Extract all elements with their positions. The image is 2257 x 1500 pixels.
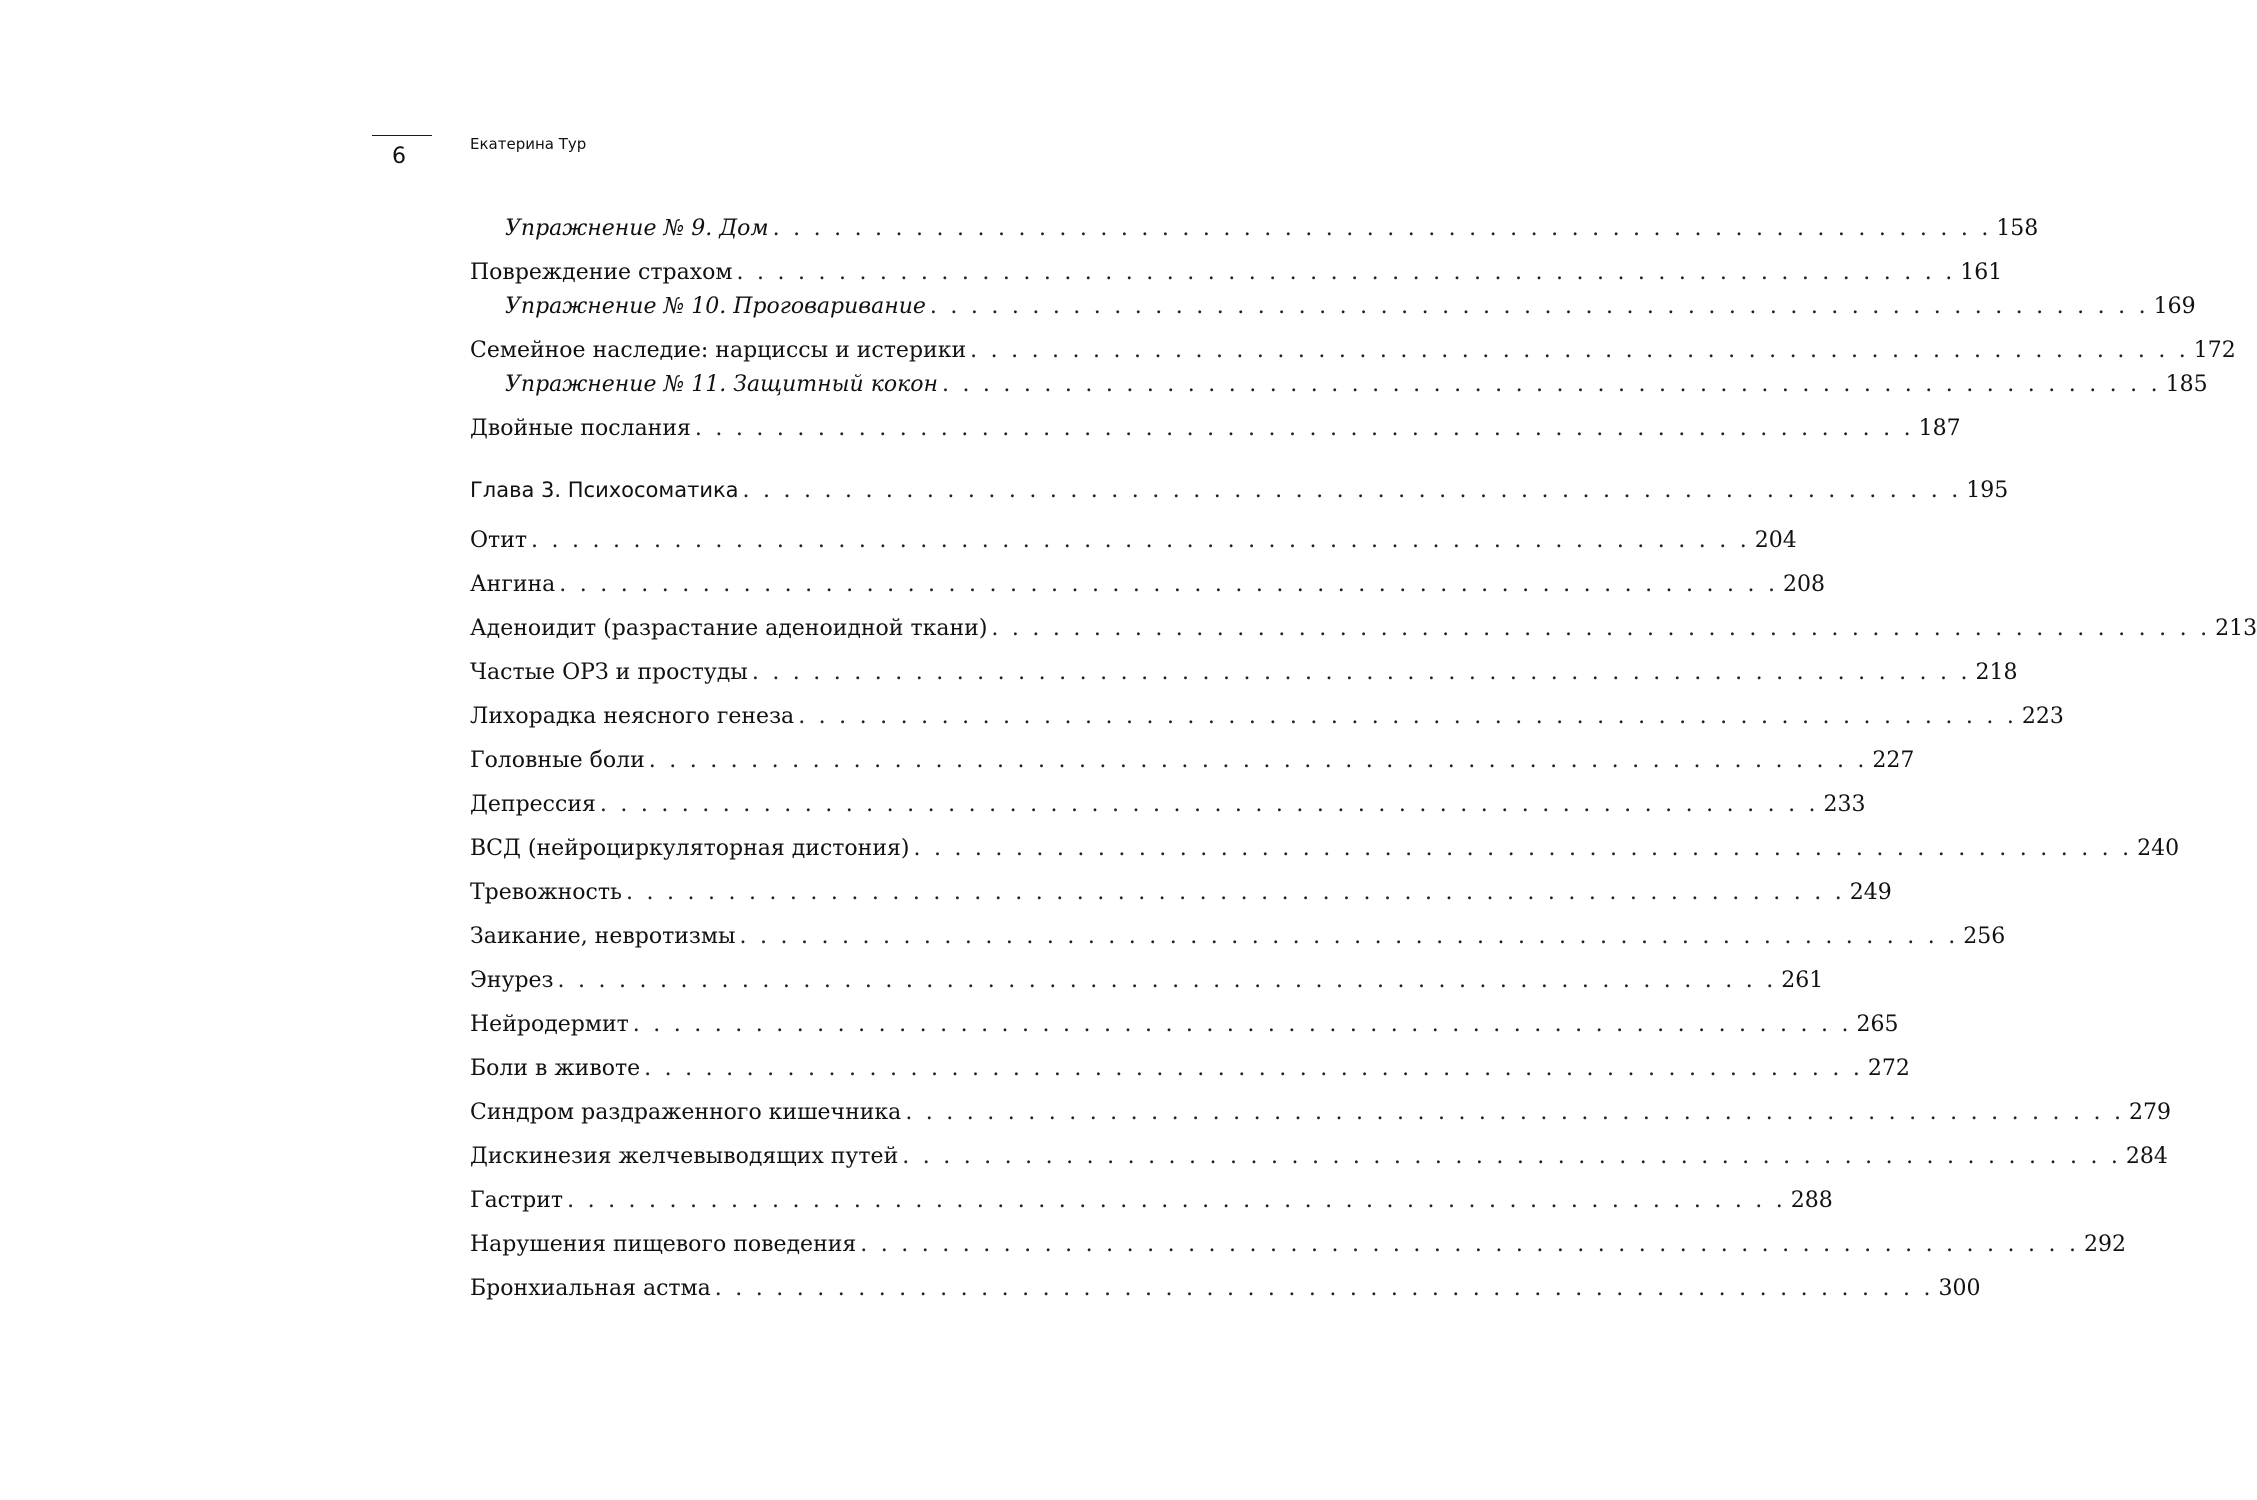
toc-entry-title: Гастрит [470, 1184, 567, 1218]
toc-chapter-title: Глава 3. Психосоматика [470, 473, 743, 507]
toc-entry-page: 213 [2207, 612, 2257, 646]
toc-entry-page: 185 [2158, 368, 2208, 402]
toc-entry[interactable] [470, 1052, 1910, 1086]
toc-entry-title: Семейное наследие: нарциссы и истерики [470, 334, 970, 368]
dot-leader: . . . . . . . . . . . . . . . . . . . . . . . . . . . . . . . . . . . . . . . . . . . . . . . . . . . . . . . . . . . . [626, 880, 1842, 905]
dot-leader: . . . . . . . . . . . . . . . . . . . . . . . . . . . . . . . . . . . . . . . . . . . . . . . . . . . . . . . . . . . . [736, 260, 1953, 285]
toc-entry[interactable] [470, 612, 2257, 646]
dot-leader: . . . . . . . . . . . . . . . . . . . . . . . . . . . . . . . . . . . . . . . . . . . . . . . . . . . . . . . . . . . . [772, 216, 1989, 241]
toc-entry-page: 187 [1911, 412, 1961, 446]
toc-entry-page: 256 [1955, 920, 2005, 954]
toc-entry[interactable] [505, 290, 2196, 324]
toc-entry[interactable] [470, 256, 2003, 290]
dot-leader: . . . . . . . . . . . . . . . . . . . . . . . . . . . . . . . . . . . . . . . . . . . . . . . . . . . . . . . . . . . . [632, 1012, 1849, 1037]
toc-entry-title: Отит [470, 524, 531, 558]
toc-entry-page: 169 [2146, 290, 2196, 324]
toc-entry-page: 240 [2129, 832, 2179, 866]
toc-entry-title: Головные боли [470, 744, 649, 778]
dot-leader: . . . . . . . . . . . . . . . . . . . . . . . . . . . . . . . . . . . . . . . . . . . . . . . . . . . . . . . . . . . . [751, 660, 1968, 685]
toc-entry-title: Частые ОРЗ и простуды [470, 656, 752, 690]
toc-entry-title: Синдром раздраженного кишечника [470, 1096, 905, 1130]
toc-entry-page: 279 [2121, 1096, 2171, 1130]
dot-leader: . . . . . . . . . . . . . . . . . . . . . . . . . . . . . . . . . . . . . . . . . . . . . . . . . . . . . . . . . . . . [599, 792, 1816, 817]
dot-leader: . . . . . . . . . . . . . . . . . . . . . . . . . . . . . . . . . . . . . . . . . . . . . . . . . . . . . . . . . . . . [941, 372, 2158, 397]
toc-entry[interactable] [470, 876, 1892, 910]
dot-leader: . . . . . . . . . . . . . . . . . . . . . . . . . . . . . . . . . . . . . . . . . . . . . . . . . . . . . . . . . . . . [991, 616, 2208, 641]
toc-entry-page: 261 [1773, 964, 1823, 998]
toc-entry-title: Энурез [470, 964, 558, 998]
toc-entry-page: 288 [1783, 1184, 1833, 1218]
toc-entry[interactable] [470, 334, 2236, 368]
toc-entry-title: Упражнение № 11. Защитный кокон [505, 368, 942, 402]
dot-leader: . . . . . . . . . . . . . . . . . . . . . . . . . . . . . . . . . . . . . . . . . . . . . . . . . . . . . . . . . . . . [739, 924, 1956, 949]
dot-leader: . . . . . . . . . . . . . . . . . . . . . . . . . . . . . . . . . . . . . . . . . . . . . . . . . . . . . . . . . . . . [913, 836, 2130, 861]
dot-leader: . . . . . . . . . . . . . . . . . . . . . . . . . . . . . . . . . . . . . . . . . . . . . . . . . . . . . . . . . . . . [694, 416, 1911, 441]
toc-entry-page: 284 [2118, 1140, 2168, 1174]
toc-entry[interactable] [470, 1228, 2126, 1262]
toc-entry-page: 233 [1816, 788, 1866, 822]
toc-entry-title: Депрессия [470, 788, 600, 822]
dot-leader: . . . . . . . . . . . . . . . . . . . . . . . . . . . . . . . . . . . . . . . . . . . . . . . . . . . . . . . . . . . . [905, 1100, 2121, 1125]
toc-entry-title: Упражнение № 9. Дом [505, 212, 773, 246]
dot-leader: . . . . . . . . . . . . . . . . . . . . . . . . . . . . . . . . . . . . . . . . . . . . . . . . . . . . . . . . . . . . [970, 338, 2186, 363]
toc-entry-page: 204 [1747, 524, 1797, 558]
toc-entry-page: 249 [1842, 876, 1892, 910]
toc-entry-page: 223 [2014, 700, 2064, 734]
dot-leader: . . . . . . . . . . . . . . . . . . . . . . . . . . . . . . . . . . . . . . . . . . . . . . . . . . . . . . . . . . . . [557, 968, 1774, 993]
toc-entry[interactable] [505, 212, 2039, 246]
toc-entry[interactable] [470, 964, 1824, 998]
dot-leader: . . . . . . . . . . . . . . . . . . . . . . . . . . . . . . . . . . . . . . . . . . . . . . . . . . . . . . . . . . . . [531, 528, 1747, 553]
toc-entry-page: 265 [1848, 1008, 1898, 1042]
toc-entry-title: Аденоидит (разрастание аденоидной ткани) [470, 612, 991, 646]
toc-entry-title: Боли в животе [470, 1052, 644, 1086]
toc-entry[interactable] [470, 1272, 1981, 1306]
toc-entry-page: 158 [1988, 212, 2038, 246]
dot-leader: . . . . . . . . . . . . . . . . . . . . . . . . . . . . . . . . . . . . . . . . . . . . . . . . . . . . . . . . . . . . [644, 1056, 1860, 1081]
toc-entry[interactable] [470, 832, 2180, 866]
toc-entry-page: 161 [1952, 256, 2002, 290]
toc-entry-title: Дискинезия желчевыводящих путей [470, 1140, 902, 1174]
toc-entry-title: Ангина [470, 568, 559, 602]
toc-entry[interactable] [470, 1140, 2168, 1174]
toc-entry[interactable] [470, 744, 1915, 778]
dot-leader: . . . . . . . . . . . . . . . . . . . . . . . . . . . . . . . . . . . . . . . . . . . . . . . . . . . . . . . . . . . . [929, 294, 2146, 319]
toc-entry-page: 218 [1968, 656, 2018, 690]
toc-entry[interactable] [470, 524, 1797, 558]
running-head-author: Екатерина Тур [470, 135, 587, 153]
dot-leader: . . . . . . . . . . . . . . . . . . . . . . . . . . . . . . . . . . . . . . . . . . . . . . . . . . . . . . . . . . . . [559, 572, 1775, 597]
toc-entry[interactable] [505, 368, 2208, 402]
dot-leader: . . . . . . . . . . . . . . . . . . . . . . . . . . . . . . . . . . . . . . . . . . . . . . . . . . . . . . . . . . . . [567, 1188, 1783, 1213]
toc-entry-title: Двойные послания [470, 412, 695, 446]
toc-entry[interactable] [470, 920, 2006, 954]
toc-entry[interactable] [470, 788, 1866, 822]
dot-leader: . . . . . . . . . . . . . . . . . . . . . . . . . . . . . . . . . . . . . . . . . . . . . . . . . . . . . . . . . . . . [860, 1232, 2076, 1257]
toc-entry-page: 292 [2076, 1228, 2126, 1262]
toc-entry[interactable] [470, 568, 1825, 602]
toc-entry-page: 208 [1775, 568, 1825, 602]
toc-entry-page: 172 [2186, 334, 2236, 368]
dot-leader: . . . . . . . . . . . . . . . . . . . . . . . . . . . . . . . . . . . . . . . . . . . . . . . . . . . . . . . . . . . . [714, 1276, 1931, 1301]
toc-entry-title: Нейродермит [470, 1008, 633, 1042]
toc-entry-title: Повреждение страхом [470, 256, 737, 290]
toc-entry-title: Упражнение № 10. Проговаривание [505, 290, 930, 324]
toc-entry-page: 272 [1860, 1052, 1910, 1086]
toc-entry-page: 195 [1958, 474, 2008, 508]
toc-entry-title: ВСД (нейроциркуляторная дистония) [470, 832, 913, 866]
dot-leader: . . . . . . . . . . . . . . . . . . . . . . . . . . . . . . . . . . . . . . . . . . . . . . . . . . . . . . . . . . . . [742, 478, 1959, 503]
toc-entry[interactable] [470, 1184, 1833, 1218]
toc-entry-page: 300 [1930, 1272, 1980, 1306]
toc-entry[interactable] [470, 1096, 2171, 1130]
toc-entry[interactable] [470, 412, 1961, 446]
toc-entry-title: Нарушения пищевого поведения [470, 1228, 860, 1262]
toc-entry-title: Заикание, невротизмы [470, 920, 740, 954]
toc-entry-title: Тревожность [470, 876, 626, 910]
page-number: 6 [392, 144, 406, 169]
dot-leader: . . . . . . . . . . . . . . . . . . . . . . . . . . . . . . . . . . . . . . . . . . . . . . . . . . . . . . . . . . . . [902, 1144, 2118, 1169]
toc-chapter-entry[interactable] [470, 473, 2009, 507]
toc-entry[interactable] [470, 1008, 1899, 1042]
toc-entry-page: 227 [1864, 744, 1914, 778]
dot-leader: . . . . . . . . . . . . . . . . . . . . . . . . . . . . . . . . . . . . . . . . . . . . . . . . . . . . . . . . . . . . [798, 704, 2014, 729]
toc-entry-title: Бронхиальная астма [470, 1272, 715, 1306]
dot-leader: . . . . . . . . . . . . . . . . . . . . . . . . . . . . . . . . . . . . . . . . . . . . . . . . . . . . . . . . . . . . [648, 748, 1865, 773]
toc-entry-title: Лихорадка неясного генеза [470, 700, 798, 734]
toc-entry[interactable] [470, 656, 2018, 690]
toc-entry[interactable] [470, 700, 2064, 734]
